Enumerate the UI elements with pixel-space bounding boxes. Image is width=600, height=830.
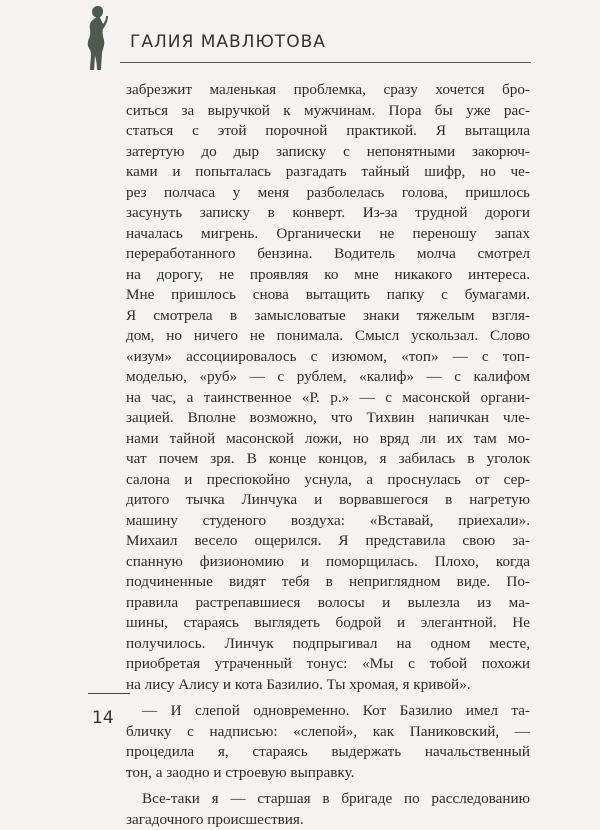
body-text [126, 80, 530, 830]
text-line: спанную физиономию и поморщилась. Плохо, когда [126, 552, 530, 573]
text-line: Все-таки я — старшая в бригаде по расследованию [126, 789, 530, 810]
text-line: нами тайной масонской ложи, но вряд ли их там мо- [126, 429, 530, 450]
text-line: «изум» ассоциировалось с изюмом, «топ» — с топ- [126, 347, 530, 368]
text-line: подчиненные видят тебя в неприглядном виде. По- [126, 572, 530, 593]
text-line: дом, но ничего не понимала. Смысл ускользал. Слово [126, 326, 530, 347]
text-line: моделью, «руб» — с рублем, «калиф» — с калифом [126, 367, 530, 388]
text-line: загадочного происшествия. [126, 810, 530, 830]
text-line: засунуть записку в конверт. Из-за трудной дороги [126, 203, 530, 224]
text-line: Я смотрела в замысловатые знаки тяжелым взгля- [126, 306, 530, 327]
woman-silhouette-icon [78, 4, 114, 74]
text-line: на дорогу, не проявляя ко мне никакого интереса. [126, 265, 530, 286]
header-divider [120, 62, 531, 63]
text-line: машину студеного воздуха: «Вставай, приехали». [126, 511, 530, 532]
page-header [0, 0, 600, 80]
text-line: зацией. Вполне возможно, что Тихвин напичкан чле- [126, 408, 530, 429]
text-line: приобретая утраченный тонус: «Мы с тобой похожи [126, 654, 530, 675]
text-line: тон, а заодно и строевую выправку. [126, 763, 530, 784]
page-number: 14 [92, 708, 114, 728]
text-line: ками и попыталась разгадать тайный шифр, но че- [126, 162, 530, 183]
author-name: ГАЛИЯ МАВЛЮТОВА [130, 32, 326, 52]
text-line: на час, а таинственное «Р. р.» — с масонской органи- [126, 388, 530, 409]
text-line: Мне пришлось снова вытащить папку с бумагами. [126, 285, 530, 306]
text-line: процедила я, стараясь выдержать начальственный [126, 742, 530, 763]
text-line: переработанного бензина. Водитель молча смотрел [126, 244, 530, 265]
text-line: началась мигрень. Органически не переношу запах [126, 224, 530, 245]
text-line: правила растрепавшиеся волосы и вылезла из ма- [126, 593, 530, 614]
text-line: забрезжит маленькая проблемка, сразу хочется бро- [126, 80, 530, 101]
text-line: дитого тычка Линчука и ворвавшегося в нагретую [126, 490, 530, 511]
footer-divider [88, 693, 130, 694]
text-line: на лису Алису и кота Базилио. Ты хромая, я кривой». [126, 675, 530, 696]
text-line: статься с этой порочной практикой. Я вытащила [126, 121, 530, 142]
text-line: Михаил весело ощерился. Я представила свою за- [126, 531, 530, 552]
text-line: рез полчаса у меня разболелась голова, пришлось [126, 183, 530, 204]
text-line: чат почем зря. В конце концов, я забилась в уголок [126, 449, 530, 470]
text-line: получилось. Линчук подпрыгивал на одном месте, [126, 634, 530, 655]
text-line: салона и преспокойно уснула, а проснулась от сер- [126, 470, 530, 491]
text-line: шины, стараясь выглядеть бодрой и элегантной. Не [126, 613, 530, 634]
text-line: бличку с надписью: «слепой», как Паниковский, — [126, 722, 530, 743]
text-line: ситься за выручкой к мужчинам. Пора бы уже рас- [126, 101, 530, 122]
text-line: — И слепой одновременно. Кот Базилио имел та- [126, 701, 530, 722]
text-line: затертую до дыр записку с непонятными закорюч- [126, 142, 530, 163]
